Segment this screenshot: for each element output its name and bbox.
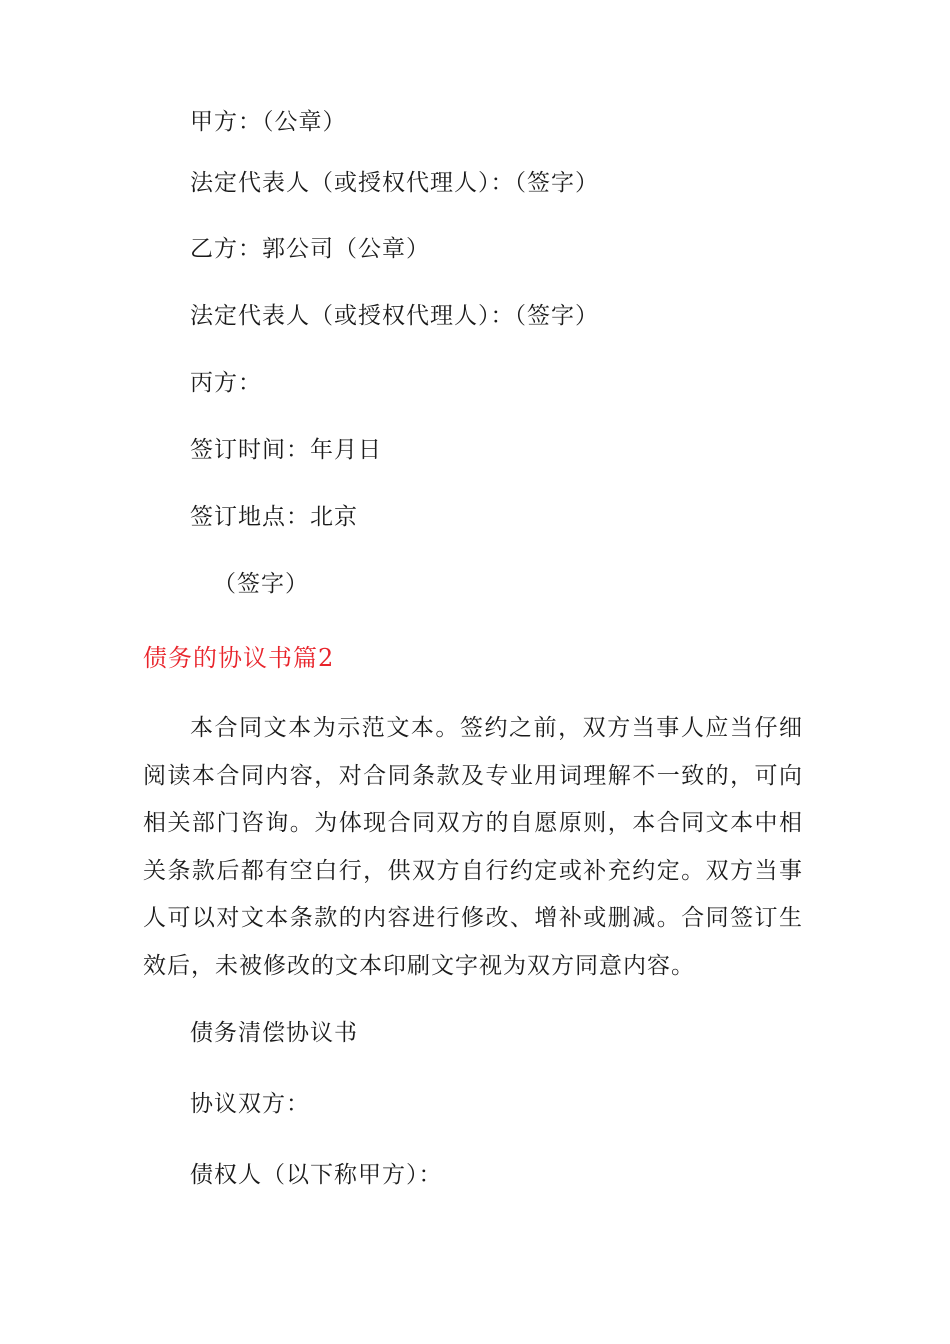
section-heading: 债务的协议书篇2 bbox=[143, 644, 335, 672]
party-c-line: 丙方： bbox=[190, 370, 262, 396]
document-title-line: 债务清偿协议书 bbox=[190, 1020, 358, 1046]
party-b-representative-line: 法定代表人（或授权代理人）：（签字） bbox=[190, 303, 599, 329]
intro-paragraph: 本合同文本为示范文本。签约之前，双方当事人应当仔细阅读本合同内容，对合同条款及专业用词理解不一致的，可向相关部门咨询。为体现合同双方的自愿原则，本合同文本中相关条款后都有空白行，供双方自行约定或补充约定。双方当事人可以对文本条款的内容进行修改、增补或删减。合同签订生效后，未被修改的文本印刷文字视为双方同意内容。 bbox=[143, 715, 803, 979]
party-a-representative-line: 法定代表人（或授权代理人）：（签字） bbox=[190, 170, 599, 196]
parties-label-line: 协议双方： bbox=[190, 1091, 310, 1117]
signature-line: （签字） bbox=[213, 571, 309, 597]
sign-date-line: 签订时间：年月日 bbox=[190, 437, 382, 463]
creditor-label-line: 债权人（以下称甲方）： bbox=[190, 1162, 443, 1188]
party-a-line: 甲方：（公章） bbox=[190, 109, 347, 135]
sign-place-line: 签订地点：北京 bbox=[190, 504, 358, 530]
party-b-line: 乙方：郭公司（公章） bbox=[190, 236, 430, 262]
